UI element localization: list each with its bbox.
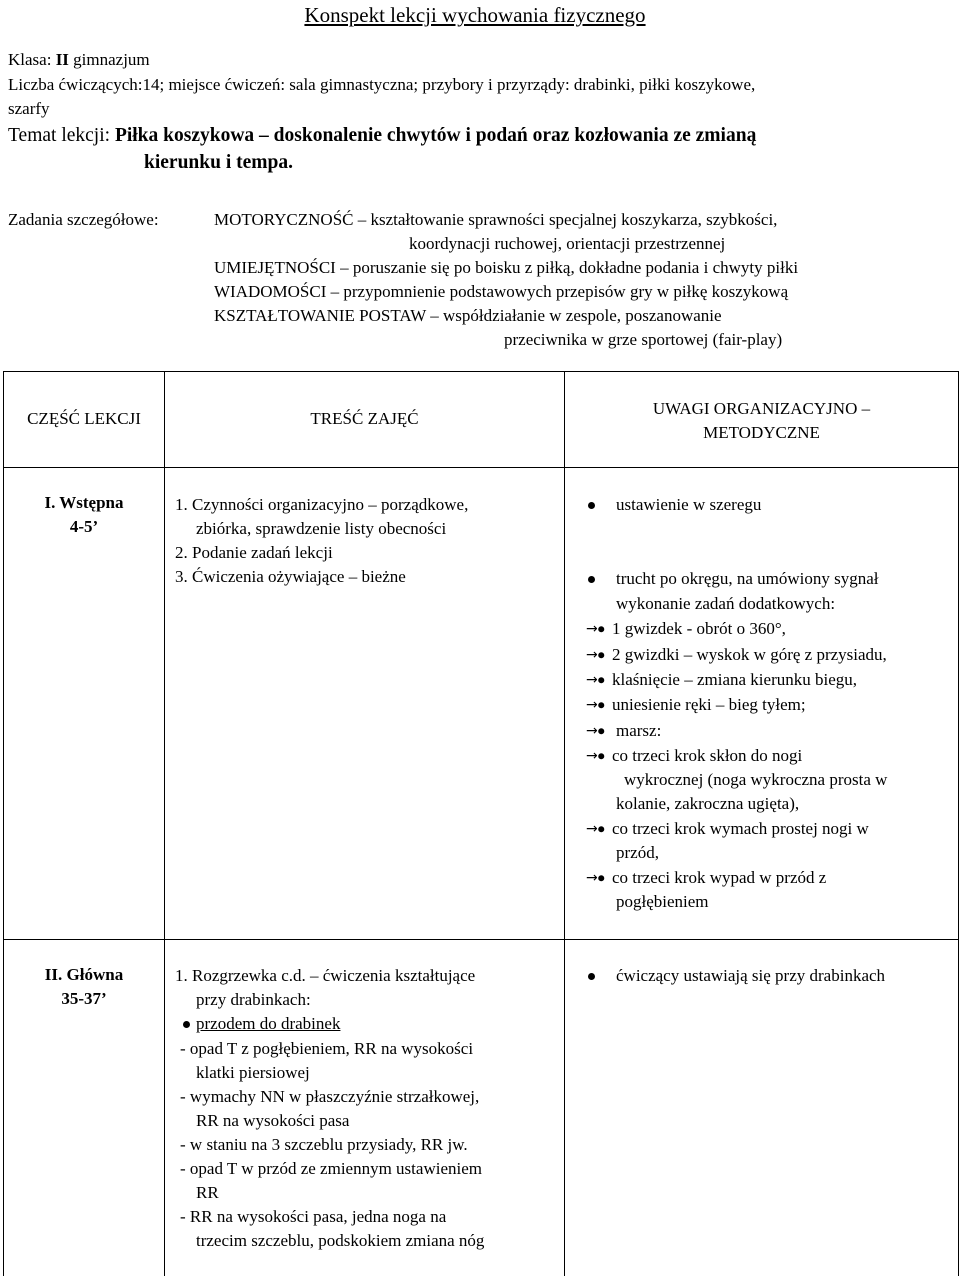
bullet-icon xyxy=(183,1021,190,1028)
task-line-5: KSZTAŁTOWANIE POSTAW – współdziałanie w zespole, poszanowanie xyxy=(214,306,722,325)
participants-line-2: szarfy xyxy=(8,99,50,118)
content-line: 1. Rozgrzewka c.d. – ćwiczenia kształtujące xyxy=(175,966,476,985)
tasks-label: Zadania szczegółowe: xyxy=(8,210,159,229)
content-line: - RR na wysokości pasa, jedna noga na xyxy=(180,1207,447,1226)
col-header-part: CZĘŚĆ LEKCJI xyxy=(27,409,141,428)
col-header-notes-1: UWAGI ORGANIZACYJNO – xyxy=(652,399,871,418)
col-header-notes-2: METODYCZNE xyxy=(703,423,820,442)
content-line: RR na wysokości pasa xyxy=(196,1111,350,1130)
task-line-4: WIADOMOŚCI – przypomnienie podstawowych przepisów gry w piłkę koszykową xyxy=(214,282,789,301)
content-line: - wymachy NN w płaszczyźnie strzałkowej, xyxy=(180,1087,480,1106)
arrow-right-circle-icon: →⦁ xyxy=(586,621,605,637)
note-line: ustawienie w szeregu xyxy=(616,495,762,514)
bullet-icon xyxy=(588,973,595,980)
class-rest: gimnazjum xyxy=(68,50,150,69)
content-line: 2. Podanie zadań lekcji xyxy=(175,543,333,562)
content-line: - opad T w przód ze zmiennym ustawieniem xyxy=(180,1159,482,1178)
note-line: wykrocznej (noga wykroczna prosta w xyxy=(624,770,888,789)
arrow-right-circle-icon: →⦁ xyxy=(586,870,605,886)
task-line-3: UMIEJĘTNOŚCI – poruszanie się po boisku z piłką, dokładne podania i chwyty piłki xyxy=(214,258,799,277)
content-line: - w staniu na 3 szczeblu przysiady, RR jw. xyxy=(180,1135,468,1154)
arrow-right-circle-icon: →⦁ xyxy=(586,647,605,663)
col-header-content: TREŚĆ ZAJĘĆ xyxy=(310,409,419,428)
table-col-divider-1 xyxy=(164,371,165,1276)
participants-line-1: Liczba ćwiczących:14; miejsce ćwiczeń: sala gimnastyczna; przybory i przyrządy: drabinki, piłki koszykowe, xyxy=(8,75,756,94)
note-line: co trzeci krok wypad w przód z xyxy=(612,868,827,887)
note-line: ćwiczący ustawiają się przy drabinkach xyxy=(616,966,886,985)
note-line: pogłębieniem xyxy=(616,892,709,911)
note-line: co trzeci krok skłon do nogi xyxy=(612,746,803,765)
table-header-divider xyxy=(3,467,959,468)
topic-line-1 xyxy=(8,123,756,149)
note-line: uniesienie ręki – bieg tyłem; xyxy=(612,695,806,714)
task-line-1: MOTORYCZNOŚĆ – kształtowanie sprawności specjalnej koszykarza, szybkości, xyxy=(214,210,778,229)
note-line: 2 gwizdki – wyskok w górę z przysiadu, xyxy=(612,645,887,664)
note-line: kolanie, zakroczna ugięta), xyxy=(616,794,800,813)
table-border-top xyxy=(3,371,959,372)
task-line-2: koordynacji ruchowej, orientacji przestrzennej xyxy=(409,234,726,253)
class-line xyxy=(8,48,150,72)
part-name-2: II. Główna xyxy=(44,965,124,984)
topic-line-2: kierunku i tempa. xyxy=(144,152,293,173)
note-line: 1 gwizdek - obrót o 360°, xyxy=(612,619,786,638)
content-line: przodem do drabinek xyxy=(196,1014,341,1033)
content-line: przy drabinkach: xyxy=(196,990,311,1009)
content-line: 1. Czynności organizacyjno – porządkowe, xyxy=(175,495,469,514)
topic-label: Temat lekcji: xyxy=(8,125,115,146)
arrow-right-circle-icon: →⦁ xyxy=(586,821,605,837)
arrow-right-circle-icon: →⦁ xyxy=(586,697,605,713)
part-name-1: I. Wstępna xyxy=(44,493,124,512)
bullet-icon xyxy=(588,502,595,509)
note-line: trucht po okręgu, na umówiony sygnał xyxy=(616,569,879,588)
content-line: - opad T z pogłębieniem, RR na wysokości xyxy=(180,1039,474,1058)
note-line: klaśnięcie – zmiana kierunku biegu, xyxy=(612,670,857,689)
content-line: 3. Ćwiczenia ożywiające – bieżne xyxy=(175,567,406,586)
document-title: Konspekt lekcji wychowania fizycznego xyxy=(304,3,646,27)
table-border-right xyxy=(958,371,959,1276)
content-line: zbiórka, sprawdzenie listy obecności xyxy=(196,519,447,538)
bullet-icon xyxy=(588,576,595,583)
table-row-divider xyxy=(3,939,959,940)
task-line-6: przeciwnika w grze sportowej (fair-play) xyxy=(504,330,783,349)
note-line: wykonanie zadań dodatkowych: xyxy=(616,594,836,613)
class-value: II xyxy=(55,50,69,69)
note-line: co trzeci krok wymach prostej nogi w xyxy=(612,819,869,838)
content-line: trzecim szczeblu, podskokiem zmiana nóg xyxy=(196,1231,485,1250)
table-col-divider-2 xyxy=(564,371,565,1276)
part-time-1: 4-5’ xyxy=(69,517,99,536)
arrow-right-circle-icon: →⦁ xyxy=(586,723,605,739)
topic-text: Piłka koszykowa – doskonalenie chwytów i podań oraz kozłowania ze zmianą xyxy=(114,125,757,146)
arrow-right-circle-icon: →⦁ xyxy=(586,672,605,688)
arrow-right-circle-icon: →⦁ xyxy=(586,748,605,764)
content-line: klatki piersiowej xyxy=(196,1063,310,1082)
content-line: RR xyxy=(196,1183,219,1202)
part-time-2: 35-37’ xyxy=(61,989,107,1008)
note-line: przód, xyxy=(616,843,659,862)
note-line: marsz: xyxy=(616,721,662,740)
class-label: Klasa: xyxy=(8,50,56,69)
